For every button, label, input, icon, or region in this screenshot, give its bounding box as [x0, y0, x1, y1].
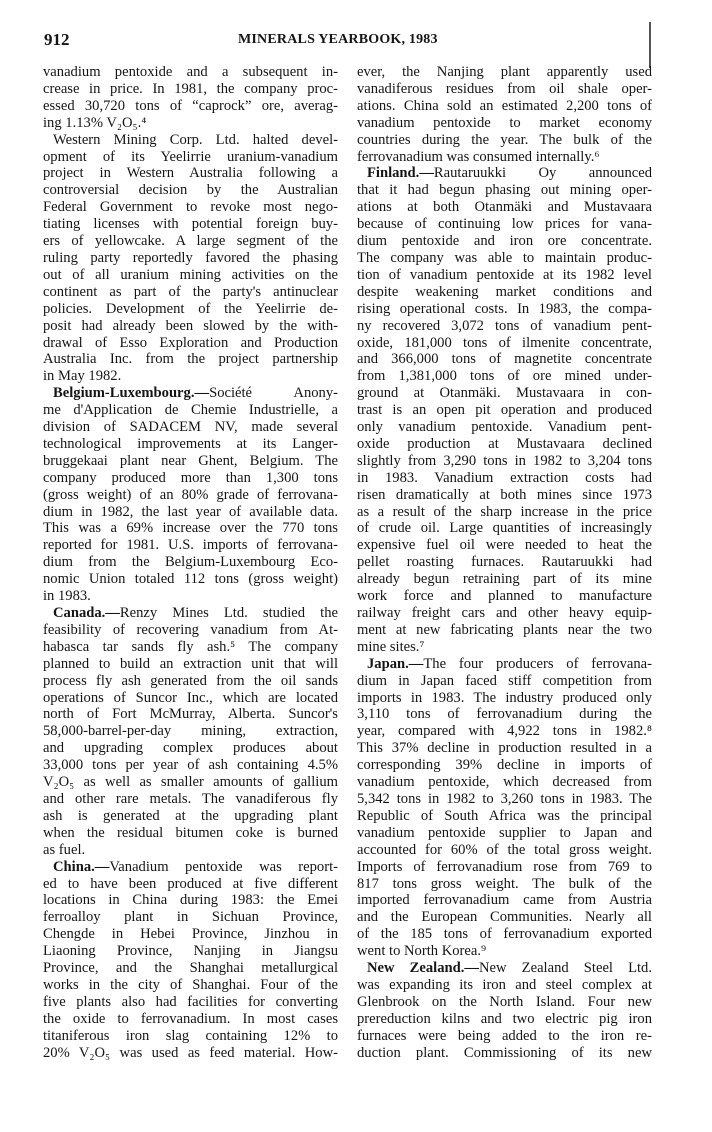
text-line	[43, 605, 338, 622]
text-line: This 37% decline in production resulted in a	[357, 740, 652, 757]
text-line: imported ferrovanadium came from Austria	[357, 892, 652, 909]
text-line: railway freight cars and other heavy equip-	[357, 605, 652, 621]
text-line: already begun retraining part of its mine	[357, 571, 652, 588]
text-line: corresponding 39% decline in imports of	[357, 757, 652, 774]
text-line: vanadium pentoxide supplier to Japan and	[357, 824, 652, 841]
text-line: Western Mining Corp. Ltd. halted devel-	[53, 131, 338, 148]
text-line: ment at new fabricating plants near the two	[357, 621, 652, 638]
text-line: 20% V₂O₅ was used as feed material. How-	[43, 1044, 338, 1061]
text-line: dium pentoxide and iron ore concentrate.	[357, 233, 652, 250]
text-line: vanadium pentoxide and a subsequent in-	[43, 64, 338, 80]
text-line: was expanding its iron and steel complex at	[357, 976, 652, 993]
text-line: in May 1982.	[43, 368, 122, 385]
section-heading: New Zealand.—	[367, 960, 480, 977]
text-line: ations. China sold an estimated 2,200 tons of	[357, 97, 652, 114]
section-heading: China.—	[53, 858, 110, 875]
text-line: ferrovanadium was consumed internally.⁶	[357, 148, 600, 165]
text-line: and 366,000 tons of magnetite concentrate	[357, 351, 652, 368]
text-line: mine sites.⁷	[357, 638, 425, 655]
text-line: V₂O₅ as well as smaller amounts of gallium	[43, 774, 338, 791]
text-line: Liaoning Province, Nanjing in Jiangsu	[43, 943, 338, 960]
text-line: vanadium pentoxide to market economy	[357, 114, 652, 131]
text-line: countries during the year. The bulk of the	[357, 131, 652, 148]
text-line: imports in 1983. The industry produced only	[357, 689, 652, 706]
text-line: ruling party reportedly favored the phasing	[43, 249, 338, 266]
text-line: tiating licenses with potential foreign buy-	[43, 216, 338, 233]
text-line: 33,000 tons per year of ash containing 4.5%	[43, 757, 338, 774]
text-line: only vanadium pentoxide. Vanadium pent-	[357, 419, 652, 436]
line-text: Rautaruukki Oy announced	[433, 165, 652, 182]
text-line: Imports of ferrovanadium rose from 769 to	[357, 858, 652, 875]
text-line: The company was able to maintain produc-	[357, 249, 652, 266]
line-text: New Zealand Steel Ltd.	[479, 960, 653, 977]
text-line: 58,000-barrel-per-day mining, extraction,	[43, 723, 338, 740]
text-line: and the European Communities. Nearly all	[357, 909, 652, 926]
text-line: of crude oil. Large quantities of increasingly	[357, 520, 652, 537]
text-line: works in the city of Shanghai. Four of the	[43, 976, 338, 993]
text-line	[357, 656, 652, 673]
text-line: rising operational costs. In 1983, the compa-	[357, 300, 652, 317]
text-line: that it had begun phasing out mining oper-	[357, 182, 652, 199]
text-line: ground at Otanmäki. Mustavaara in con-	[357, 385, 652, 402]
text-line: opment of its Yeelirrie uranium-vanadium	[43, 148, 338, 165]
text-line: feasibility of recovering vanadium from At-	[43, 621, 338, 638]
text-line	[43, 859, 338, 876]
text-line: ing 1.13% V₂O₅.⁴	[43, 114, 147, 131]
section-heading: Finland.—	[367, 165, 434, 182]
text-line: essed 30,720 tons of “caprock” ore, averag-	[43, 97, 338, 114]
paragraph	[43, 64, 338, 132]
paragraph	[357, 165, 652, 655]
running-title: MINERALS YEARBOOK, 1983	[238, 32, 438, 47]
text-line: vanadiferous residues from oil shale oper-	[357, 80, 652, 97]
text-line: slightly from 3,290 tons in 1982 to 3,204 tons	[357, 452, 652, 469]
text-line	[357, 165, 652, 182]
text-line	[43, 385, 338, 402]
text-line: and other rare metals. The vanadiferous fly	[43, 790, 338, 807]
text-line: dium from the Belgium-Luxembourg Eco-	[43, 554, 338, 571]
text-line: oxide production at Mustavaara declined	[357, 435, 652, 452]
text-line: ers of yellowcake. A large segment of the	[43, 233, 338, 250]
text-line: dium in 1982, the last year of available data.	[43, 503, 338, 520]
text-line: oxide, 181,000 tons of ilmenite concentrate,	[357, 334, 652, 351]
text-line: 817 tons gross weight. The bulk of the	[357, 875, 652, 892]
paragraph	[357, 960, 652, 1061]
text-line: accounted for 60% of the total gross weight.	[357, 841, 652, 858]
text-line: despite weakening market conditions and	[357, 283, 652, 300]
text-line: pellet roasting furnaces. Rautaruukki had	[357, 554, 652, 571]
text-line: the oxide to ferrovanadium. In most cases	[43, 1010, 338, 1027]
text-line: in 1983. Vanadium extraction costs had	[357, 469, 652, 486]
text-line: Republic of South Africa was the principal	[357, 807, 652, 824]
text-line: technological improvements at its Langer-	[43, 435, 338, 452]
text-line: from 1,381,000 tons of ore mined under-	[357, 368, 652, 385]
text-line: controversial decision by the Australian	[43, 182, 338, 199]
right-column	[357, 64, 652, 1061]
text-line: reported for 1981. U.S. imports of ferrovana-	[43, 537, 338, 554]
text-line: furnaces were being added to the iron re-	[357, 1027, 652, 1044]
paragraph	[43, 132, 338, 386]
text-line: policies. Development of the Yeelirrie de-	[43, 300, 338, 317]
text-line: in 1983.	[43, 588, 91, 605]
text-line: ed to have been produced at five different	[43, 875, 338, 892]
line-text: Société Anony-	[209, 385, 338, 402]
text-line: crease in price. In 1981, the company proc-	[43, 80, 338, 97]
text-line: vanadium pentoxide, which decreased from	[357, 774, 652, 791]
text-line: trast is an open pit operation and produced	[357, 402, 652, 419]
text-line: when the residual bitumen coke is burned	[43, 824, 338, 841]
text-line: habasca tar sands fly ash.⁵ The company	[43, 638, 338, 655]
text-line: (gross weight) of an 80% grade of ferrovana-	[43, 486, 338, 503]
text-line: drawal of Esso Exploration and Production	[43, 334, 338, 351]
text-line: went to North Korea.⁹	[357, 943, 487, 960]
text-line: operations of Suncor Inc., which are located	[43, 689, 338, 706]
text-line: posit had already been slowed by the with-	[43, 317, 338, 334]
section-heading: Canada.—	[53, 605, 120, 621]
text-line: 5,342 tons in 1982 to 3,260 tons in 1983. The	[357, 790, 652, 807]
text-line: Glenbrook on the North Island. Four new	[357, 993, 652, 1010]
text-line: ferroalloy plant in Sichuan Province,	[43, 909, 338, 926]
text-line: division of SADACEM NV, made several	[43, 419, 338, 436]
text-line: work force and planned to manufacture	[357, 588, 652, 605]
text-line: dium in Japan faced stiff competition from	[357, 672, 652, 689]
text-line: planned to build an extraction unit that will	[43, 655, 338, 672]
text-line: as fuel.	[43, 841, 86, 858]
text-line: titaniferous iron slag containing 12% to	[43, 1027, 338, 1044]
text-line: me d'Application de Chemie Industrielle, a	[43, 402, 338, 419]
line-text: The four producers of ferrovana-	[423, 655, 652, 672]
text-line: 3,110 tons of ferrovanadium during the	[357, 706, 652, 723]
text-line: as a result of the sharp increase in the price	[357, 503, 652, 520]
text-line: Province, and the Shanghai metallurgical	[43, 960, 338, 977]
text-line: project in Western Australia following a	[43, 165, 338, 182]
paragraph	[357, 656, 652, 960]
text-line: Australia Inc. from the project partnership	[43, 351, 338, 368]
paragraph	[43, 859, 338, 1062]
text-line: out of all uranium mining activities on the	[43, 266, 338, 283]
text-line	[357, 960, 652, 977]
section-heading: Belgium-Luxembourg.—	[53, 385, 210, 402]
text-line: duction plant. Commissioning of its new	[357, 1044, 652, 1061]
text-line: ny recovered 3,072 tons of vanadium pent-	[357, 317, 652, 334]
paragraph	[43, 605, 338, 859]
text-line: Chengde in Hebei Province, Jinzhou in	[43, 926, 338, 943]
text-line: year, compared with 4,922 tons in 1982.⁸	[357, 723, 652, 740]
page-number: 912	[44, 30, 70, 49]
text-line: company produced more than 1,300 tons	[43, 469, 338, 486]
paragraph	[43, 385, 338, 605]
text-line: of the 185 tons of ferrovanadium exported	[357, 926, 652, 943]
page-edge-line	[649, 22, 651, 68]
text-line: and upgrading complex produces about	[43, 740, 338, 757]
text-line: ash is generated at the upgrading plant	[43, 807, 338, 824]
text-line: five plants also had facilities for converting	[43, 993, 338, 1010]
text-line: prereduction kilns and two electric pig iron	[357, 1010, 652, 1027]
section-heading: Japan.—	[367, 655, 424, 672]
text-line: This was a 69% increase over the 770 tons	[43, 520, 338, 537]
text-line: bruggekaai plant near Ghent, Belgium. The	[43, 452, 338, 469]
text-line: tion of vanadium pentoxide at its 1982 level	[357, 266, 652, 283]
text-line: Federal Government to revoke most nego-	[43, 199, 338, 216]
text-line: because of continuing low prices for vana-	[357, 216, 652, 233]
paragraph	[357, 64, 652, 165]
text-line: north of Fort McMurray, Alberta. Suncor's	[43, 706, 338, 723]
text-line: expensive fuel oil were needed to heat the	[357, 537, 652, 554]
text-line: ations at both Otanmäki and Mustavaara	[357, 199, 652, 216]
text-line: locations in China during 1983: the Emei	[43, 892, 338, 909]
text-line: ever, the Nanjing plant apparently used	[357, 64, 652, 80]
text-line: nomic Union totaled 112 tons (gross weight)	[43, 571, 338, 588]
text-line: risen dramatically at both mines since 1973	[357, 486, 652, 503]
text-line: process fly ash generated from the oil sands	[43, 672, 338, 689]
left-column	[43, 64, 338, 1061]
line-text: Vanadium pentoxide was report-	[109, 858, 338, 875]
line-text: Renzy Mines Ltd. studied the	[119, 605, 338, 621]
text-line: continent as part of the party's antinuclear	[43, 283, 338, 300]
